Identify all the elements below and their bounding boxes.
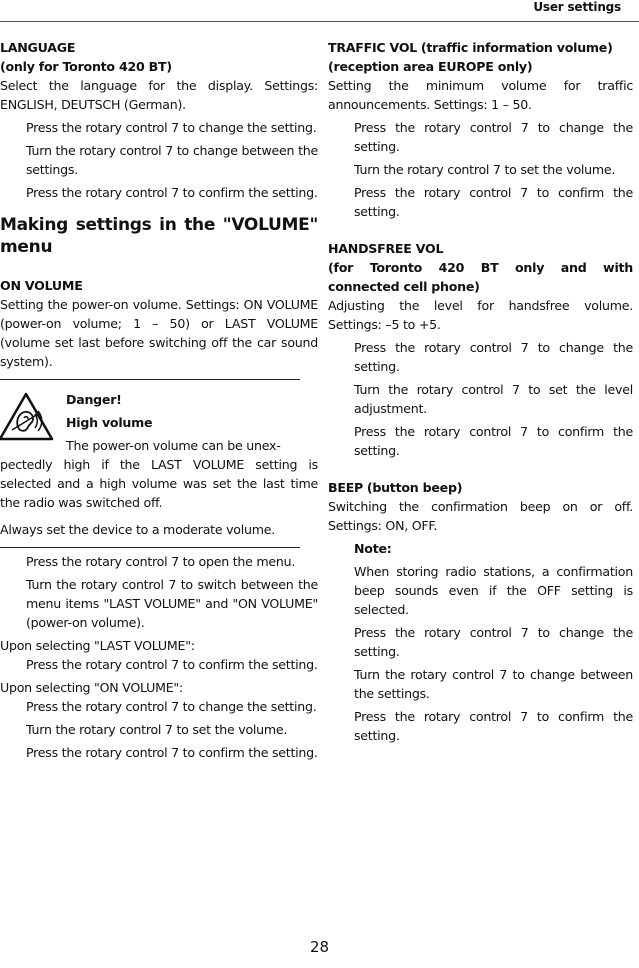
danger-subtitle: High volume — [66, 415, 153, 430]
upon-last-volume: Upon selecting "LAST VOLUME": — [0, 638, 195, 653]
traffic-heading-line — [328, 38, 633, 57]
upon-on-step-2: Turn the rotary control 7 to set the volume. — [26, 722, 288, 737]
volume-section-heading: Making settings in the "VOLUME" menu — [0, 215, 318, 257]
hearing-danger-icon — [0, 392, 54, 442]
beep-step-3: Press the rotary control 7 to confirm the setting. — [354, 709, 633, 743]
language-subheading: (only for Toronto 420 BT) — [0, 59, 172, 74]
on-volume-description: Setting the power-on volume. Settings: ON VOLUME (power-on volume; 1 – 50) or LAST VOLUME (volume set last before switching off the car sound system). — [0, 297, 318, 369]
beep-step-1: Press the rotary control 7 to change the setting. — [354, 625, 633, 659]
handsfree-step-3: Press the rotary control 7 to confirm the setting. — [354, 424, 633, 458]
beep-heading: BEEP — [328, 480, 364, 495]
language-description: Select the language for the display. Settings: ENGLISH, DEUTSCH (German). — [0, 78, 318, 112]
right-column — [328, 38, 633, 745]
traffic-step-1: Press the rotary control 7 to change the setting. — [354, 120, 633, 154]
handsfree-step-1: Press the rotary control 7 to change the setting. — [354, 340, 633, 374]
menu-step-2: Turn the rotary control 7 to switch between the menu items "LAST VOLUME" and "ON VOLUME" (power-on volume). — [26, 577, 318, 630]
header-title: User settings — [533, 0, 621, 14]
traffic-step-2: Turn the rotary control 7 to set the volume. — [354, 162, 616, 177]
language-step-1: Press the rotary control 7 to change the setting. — [26, 120, 317, 135]
traffic-subheading: (reception area EUROPE only) — [328, 59, 533, 74]
left-column — [0, 38, 318, 762]
menu-step-1: Press the rotary control 7 to open the menu. — [26, 554, 296, 569]
on-volume-heading: ON VOLUME — [0, 278, 83, 293]
handsfree-subheading: (for Toronto 420 BT only and with connected cell phone) — [328, 260, 633, 294]
language-heading: LANGUAGE — [0, 40, 76, 55]
note-text: When storing radio stations, a confirmation beep sounds even if the OFF setting is selected. — [354, 564, 633, 617]
danger-bottom-rule — [0, 547, 300, 548]
danger-notice — [0, 390, 318, 539]
danger-top-rule — [0, 379, 300, 380]
page-number: 28 — [309, 938, 330, 956]
traffic-heading-paren: (traffic information volume) — [420, 40, 613, 55]
beep-heading-paren: (button beep) — [366, 480, 463, 495]
handsfree-step-2: Turn the rotary control 7 to set the level adjustment. — [354, 382, 633, 416]
traffic-step-3: Press the rotary control 7 to confirm the setting. — [354, 185, 633, 219]
beep-heading-line — [328, 478, 633, 497]
beep-description: Switching the confirmation beep on or off. Settings: ON, OFF. — [328, 499, 633, 533]
upon-on-step-1: Press the rotary control 7 to change the setting. — [26, 699, 317, 714]
upon-on-step-3: Press the rotary control 7 to confirm the setting. — [26, 745, 318, 760]
handsfree-description: Adjusting the level for handsfree volume. Settings: –5 to +5. — [328, 298, 633, 332]
traffic-description: Setting the minimum volume for traffic announcements. Settings: 1 – 50. — [328, 78, 633, 112]
traffic-heading: TRAFFIC VOL — [328, 40, 418, 55]
note-label: Note: — [354, 541, 392, 556]
danger-text: pectedly high if the LAST VOLUME setting is selected and a high volume was set the last time the radio was switched off. — [0, 457, 318, 510]
danger-advice: Always set the device to a moderate volume. — [0, 522, 276, 537]
handsfree-heading: HANDSFREE VOL — [328, 241, 444, 256]
header-rule — [0, 21, 639, 22]
language-step-2: Turn the rotary control 7 to change between the settings. — [26, 143, 318, 177]
beep-step-2: Turn the rotary control 7 to change between the settings. — [354, 667, 633, 701]
upon-on-volume: Upon selecting "ON VOLUME": — [0, 680, 183, 695]
danger-title: Danger! — [66, 392, 122, 407]
language-step-3: Press the rotary control 7 to confirm the setting. — [26, 185, 318, 200]
danger-text-first-line: The power-on volume can be unex- — [66, 438, 281, 453]
upon-last-step: Press the rotary control 7 to confirm the setting. — [26, 657, 318, 672]
